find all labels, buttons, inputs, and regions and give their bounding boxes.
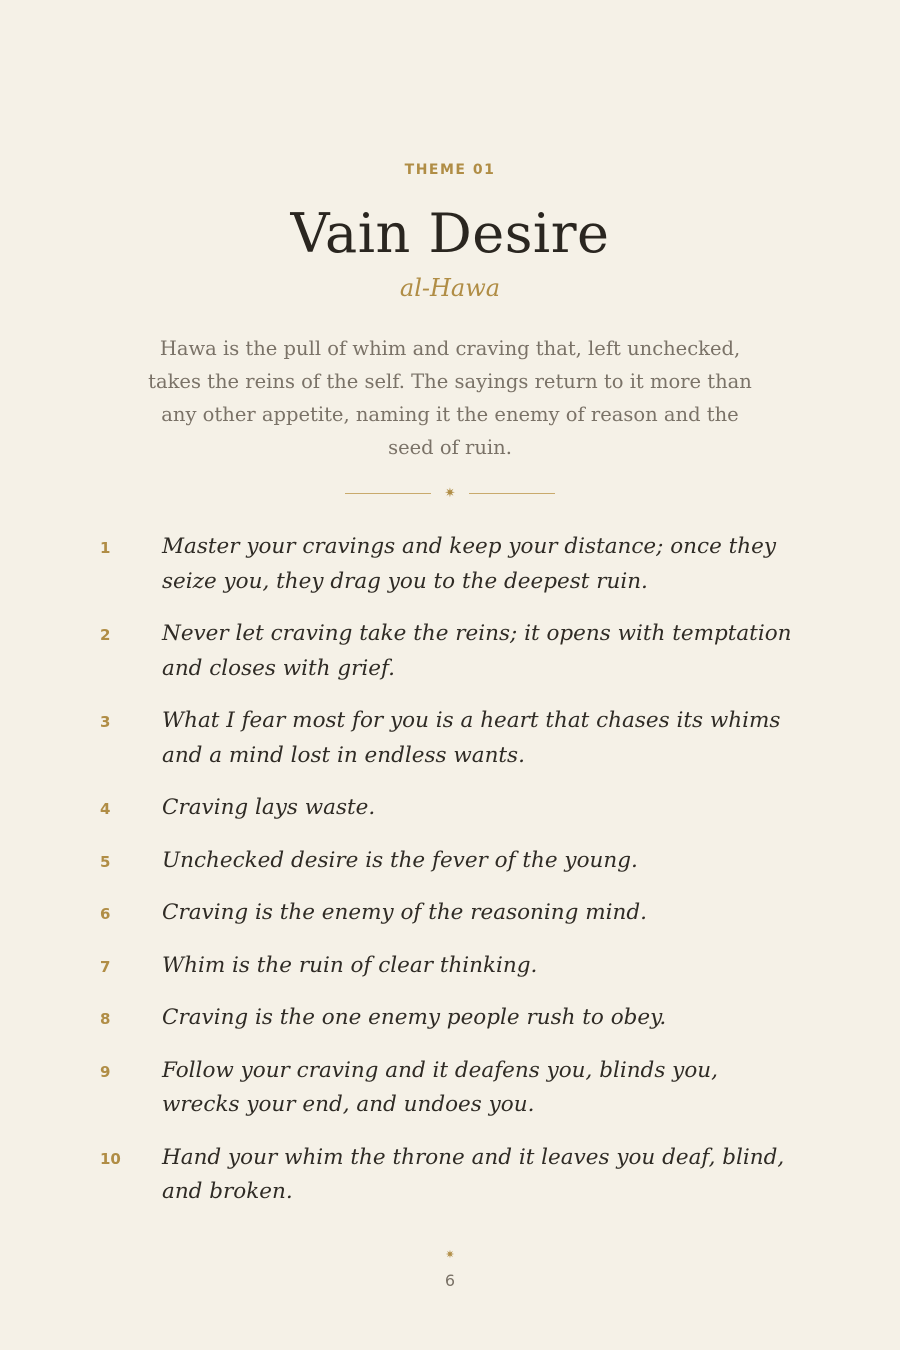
saying-text: Unchecked desire is the fever of the young. (162, 847, 638, 873)
list-item (0, 530, 900, 599)
saying-text: Hand your whim the throne and it leaves you deaf, blind, and broken. (162, 1144, 785, 1204)
saying-text: Master your cravings and keep your distance; once they seize you, they drag you to the deepest ruin. (162, 534, 776, 594)
list-item (0, 1141, 900, 1210)
list-item (0, 617, 900, 686)
saying-number: 5 (100, 852, 111, 871)
saying-number: 7 (100, 957, 111, 976)
divider-line-left (345, 493, 431, 494)
list-item (0, 704, 900, 773)
star-ornament-icon: ✷ (444, 486, 456, 501)
page-title: Vain Desire (290, 202, 610, 265)
footer-star-icon: ✷ (445, 1248, 455, 1261)
saying-number: 6 (100, 905, 111, 923)
section-divider (345, 486, 555, 502)
saying-number: 3 (100, 713, 111, 731)
saying-number: 8 (100, 1010, 111, 1028)
sayings-list (0, 530, 900, 1228)
list-item (0, 1001, 900, 1036)
saying-text: Whim is the ruin of clear thinking. (162, 952, 538, 978)
list-item (0, 949, 900, 984)
saying-number: 9 (100, 1062, 111, 1081)
list-item (0, 844, 900, 879)
saying-text: What I fear most for you is a heart that chases its whims and a mind lost in endless wants. (162, 708, 781, 768)
divider-line-right (469, 493, 555, 494)
intro-paragraph: Hawa is the pull of whim and craving that, left unchecked, takes the reins of the self. The sayings return to it more than any other appetite, naming it the enemy of reason and the seed of ruin. (148, 337, 752, 459)
saying-text: Follow your craving and it deafens you, blinds you, wrecks your end, and undoes you. (162, 1057, 718, 1117)
page-subtitle: al-Hawa (399, 274, 501, 302)
list-item (0, 1054, 900, 1123)
list-item (0, 896, 900, 931)
saying-text: Craving is the enemy of the reasoning mind. (162, 900, 647, 925)
page-number: 6 (444, 1271, 456, 1290)
saying-number: 4 (100, 800, 111, 818)
saying-number: 2 (100, 626, 111, 644)
saying-text: Craving is the one enemy people rush to obey. (162, 1005, 667, 1030)
saying-text: Craving lays waste. (162, 795, 376, 820)
saying-number: 10 (100, 1149, 121, 1168)
theme-label: THEME 01 (404, 162, 496, 178)
saying-text: Never let craving take the reins; it opens with temptation and closes with grief. (162, 621, 792, 681)
list-item (0, 791, 900, 826)
saying-number: 1 (100, 539, 111, 557)
